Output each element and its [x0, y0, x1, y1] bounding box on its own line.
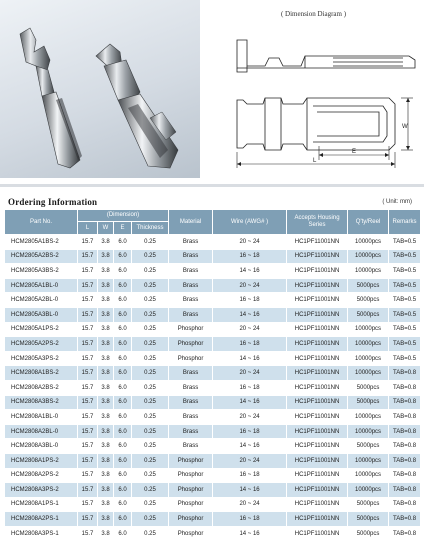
l-cell: 15.7	[78, 483, 98, 498]
table-header-row	[5, 210, 421, 222]
qty-cell: 10000pcs	[348, 424, 389, 439]
l-cell: 15.7	[78, 366, 98, 381]
part-no-cell: HCM2808A2BL-0	[5, 424, 78, 439]
l-cell: 15.7	[78, 337, 98, 352]
thickness-cell: 0.25	[132, 512, 169, 527]
housing-cell: HC1PF11001NN	[287, 307, 348, 322]
part-no-cell: HCM2805A1PS-2	[5, 322, 78, 337]
thickness-cell: 0.25	[132, 410, 169, 425]
col-header-part-no: Part No.	[5, 210, 78, 235]
material-cell: Phosphor	[169, 322, 213, 337]
ordering-table	[4, 209, 421, 541]
e-cell: 6.0	[114, 526, 132, 541]
remarks-cell: TAB=0.5	[389, 351, 421, 366]
w-cell: 3.8	[98, 483, 114, 498]
part-no-cell: HCM2805A2BS-2	[5, 249, 78, 264]
l-cell: 15.7	[78, 249, 98, 264]
e-cell: 6.0	[114, 380, 132, 395]
part-no-cell: HCM2805A2PS-2	[5, 337, 78, 352]
w-cell: 3.8	[98, 380, 114, 395]
qty-cell: 5000pcs	[348, 526, 389, 541]
dim-label-l: L	[313, 158, 317, 164]
l-cell: 15.7	[78, 512, 98, 527]
material-cell: Brass	[169, 307, 213, 322]
table-body	[5, 235, 421, 541]
side-view-outline	[237, 40, 415, 72]
e-cell: 6.0	[114, 351, 132, 366]
wire-cell: 16 ~ 18	[213, 424, 287, 439]
qty-cell: 10000pcs	[348, 264, 389, 279]
part-no-cell: HCM2808A3PS-2	[5, 483, 78, 498]
l-cell: 15.7	[78, 351, 98, 366]
part-no-cell: HCM2808A2PS-1	[5, 512, 78, 527]
table-row	[5, 235, 421, 250]
wire-cell: 16 ~ 18	[213, 380, 287, 395]
table-row	[5, 380, 421, 395]
l-cell: 15.7	[78, 235, 98, 250]
material-cell: Phosphor	[169, 453, 213, 468]
qty-cell: 10000pcs	[348, 483, 389, 498]
qty-cell: 5000pcs	[348, 395, 389, 410]
l-cell: 15.7	[78, 322, 98, 337]
wire-cell: 20 ~ 24	[213, 235, 287, 250]
remarks-cell: TAB=0.8	[389, 439, 421, 454]
remarks-cell: TAB=0.5	[389, 293, 421, 308]
thickness-cell: 0.25	[132, 278, 169, 293]
w-cell: 3.8	[98, 249, 114, 264]
part-no-cell: HCM2805A3BS-2	[5, 264, 78, 279]
table-row	[5, 322, 421, 337]
part-no-cell: HCM2805A3PS-2	[5, 351, 78, 366]
wire-cell: 20 ~ 24	[213, 497, 287, 512]
housing-cell: HC1PF11001NN	[287, 424, 348, 439]
e-cell: 6.0	[114, 337, 132, 352]
e-cell: 6.0	[114, 483, 132, 498]
wire-cell: 16 ~ 18	[213, 293, 287, 308]
e-cell: 6.0	[114, 410, 132, 425]
remarks-cell: TAB=0.8	[389, 512, 421, 527]
qty-cell: 5000pcs	[348, 380, 389, 395]
col-header-material: Material	[169, 210, 213, 235]
part-no-cell: HCM2808A1BS-2	[5, 366, 78, 381]
housing-cell: HC1PF11001NN	[287, 497, 348, 512]
housing-cell: HC1PF11001NN	[287, 337, 348, 352]
remarks-cell: TAB=0.8	[389, 410, 421, 425]
qty-cell: 5000pcs	[348, 439, 389, 454]
e-cell: 6.0	[114, 249, 132, 264]
remarks-cell: TAB=0.8	[389, 395, 421, 410]
material-cell: Phosphor	[169, 512, 213, 527]
w-cell: 3.8	[98, 351, 114, 366]
section-divider	[0, 184, 424, 187]
housing-cell: HC1PF11001NN	[287, 380, 348, 395]
table-row	[5, 278, 421, 293]
e-cell: 6.0	[114, 235, 132, 250]
table-row	[5, 512, 421, 527]
housing-cell: HC1PF11001NN	[287, 278, 348, 293]
material-cell: Phosphor	[169, 497, 213, 512]
l-cell: 15.7	[78, 278, 98, 293]
thickness-cell: 0.25	[132, 380, 169, 395]
e-cell: 6.0	[114, 424, 132, 439]
wire-cell: 20 ~ 24	[213, 278, 287, 293]
qty-cell: 10000pcs	[348, 249, 389, 264]
housing-cell: HC1PF11001NN	[287, 322, 348, 337]
remarks-cell: TAB=0.8	[389, 526, 421, 541]
table-row	[5, 307, 421, 322]
wire-cell: 14 ~ 16	[213, 526, 287, 541]
e-cell: 6.0	[114, 322, 132, 337]
part-no-cell: HCM2808A3BL-0	[5, 439, 78, 454]
remarks-cell: TAB=0.5	[389, 322, 421, 337]
housing-cell: HC1PF11001NN	[287, 264, 348, 279]
e-cell: 6.0	[114, 468, 132, 483]
l-cell: 15.7	[78, 410, 98, 425]
table-row	[5, 351, 421, 366]
l-cell: 15.7	[78, 293, 98, 308]
w-cell: 3.8	[98, 366, 114, 381]
w-cell: 3.8	[98, 424, 114, 439]
qty-cell: 10000pcs	[348, 453, 389, 468]
col-header-remarks: Remarks	[389, 210, 421, 235]
housing-cell: HC1PF11001NN	[287, 395, 348, 410]
wire-cell: 14 ~ 16	[213, 307, 287, 322]
thickness-cell: 0.25	[132, 307, 169, 322]
l-cell: 15.7	[78, 380, 98, 395]
col-header-qty: Q'ty/Reel	[348, 210, 389, 235]
wire-cell: 16 ~ 18	[213, 337, 287, 352]
wire-cell: 14 ~ 16	[213, 439, 287, 454]
ordering-title: Ordering Information	[8, 197, 98, 207]
remarks-cell: TAB=0.8	[389, 366, 421, 381]
part-no-cell: HCM2808A3PS-1	[5, 526, 78, 541]
housing-cell: HC1PF11001NN	[287, 439, 348, 454]
table-row	[5, 497, 421, 512]
thickness-cell: 0.25	[132, 293, 169, 308]
dimension-diagram	[203, 0, 424, 178]
w-cell: 3.8	[98, 322, 114, 337]
unit-note: ( Unit: mm)	[382, 199, 412, 205]
table-row	[5, 453, 421, 468]
part-no-cell: HCM2805A1BS-2	[5, 235, 78, 250]
material-cell: Brass	[169, 439, 213, 454]
housing-cell: HC1PF11001NN	[287, 453, 348, 468]
w-cell: 3.8	[98, 235, 114, 250]
thickness-cell: 0.25	[132, 468, 169, 483]
col-header-thickness: Thickness	[132, 222, 169, 235]
w-cell: 3.8	[98, 410, 114, 425]
table-row	[5, 439, 421, 454]
qty-cell: 10000pcs	[348, 351, 389, 366]
wire-cell: 20 ~ 24	[213, 410, 287, 425]
material-cell: Brass	[169, 395, 213, 410]
qty-cell: 5000pcs	[348, 293, 389, 308]
l-cell: 15.7	[78, 526, 98, 541]
part-no-cell: HCM2808A1PS-1	[5, 497, 78, 512]
qty-cell: 10000pcs	[348, 337, 389, 352]
col-header-e: E	[114, 222, 132, 235]
remarks-cell: TAB=0.5	[389, 278, 421, 293]
l-cell: 15.7	[78, 395, 98, 410]
thickness-cell: 0.25	[132, 526, 169, 541]
housing-cell: HC1PF11001NN	[287, 468, 348, 483]
wire-cell: 14 ~ 16	[213, 264, 287, 279]
w-cell: 3.8	[98, 395, 114, 410]
remarks-cell: TAB=0.8	[389, 497, 421, 512]
part-no-cell: HCM2805A1BL-0	[5, 278, 78, 293]
remarks-cell: TAB=0.5	[389, 264, 421, 279]
thickness-cell: 0.25	[132, 322, 169, 337]
thickness-cell: 0.25	[132, 249, 169, 264]
terminal-left	[20, 28, 82, 168]
diagram-drawing	[203, 0, 424, 178]
remarks-cell: TAB=0.5	[389, 337, 421, 352]
w-cell: 3.8	[98, 337, 114, 352]
table-row	[5, 293, 421, 308]
table-row	[5, 395, 421, 410]
material-cell: Phosphor	[169, 468, 213, 483]
housing-cell: HC1PF11001NN	[287, 235, 348, 250]
material-cell: Brass	[169, 235, 213, 250]
material-cell: Phosphor	[169, 337, 213, 352]
housing-cell: HC1PF11001NN	[287, 351, 348, 366]
l-cell: 15.7	[78, 424, 98, 439]
wire-cell: 20 ~ 24	[213, 366, 287, 381]
w-cell: 3.8	[98, 293, 114, 308]
l-cell: 15.7	[78, 307, 98, 322]
diagram-title: ( Dimension Diagram )	[280, 10, 347, 18]
top-view-outline	[237, 98, 395, 150]
remarks-cell: TAB=0.8	[389, 468, 421, 483]
housing-cell: HC1PF11001NN	[287, 512, 348, 527]
e-cell: 6.0	[114, 453, 132, 468]
qty-cell: 5000pcs	[348, 497, 389, 512]
w-cell: 3.8	[98, 439, 114, 454]
col-header-l: L	[78, 222, 98, 235]
part-no-cell: HCM2808A3BS-2	[5, 395, 78, 410]
material-cell: Phosphor	[169, 483, 213, 498]
remarks-cell: TAB=0.5	[389, 235, 421, 250]
table-row	[5, 337, 421, 352]
w-cell: 3.8	[98, 468, 114, 483]
material-cell: Phosphor	[169, 526, 213, 541]
w-cell: 3.8	[98, 453, 114, 468]
housing-cell: HC1PF11001NN	[287, 249, 348, 264]
table-row	[5, 249, 421, 264]
e-cell: 6.0	[114, 307, 132, 322]
w-cell: 3.8	[98, 264, 114, 279]
thickness-cell: 0.25	[132, 424, 169, 439]
part-no-cell: HCM2808A1PS-2	[5, 453, 78, 468]
table-row	[5, 410, 421, 425]
remarks-cell: TAB=0.5	[389, 249, 421, 264]
qty-cell: 10000pcs	[348, 235, 389, 250]
w-cell: 3.8	[98, 526, 114, 541]
wire-cell: 20 ~ 24	[213, 453, 287, 468]
w-cell: 3.8	[98, 497, 114, 512]
qty-cell: 10000pcs	[348, 468, 389, 483]
l-cell: 15.7	[78, 439, 98, 454]
wire-cell: 14 ~ 16	[213, 351, 287, 366]
part-no-cell: HCM2808A2BS-2	[5, 380, 78, 395]
remarks-cell: TAB=0.5	[389, 307, 421, 322]
thickness-cell: 0.25	[132, 351, 169, 366]
table-row	[5, 483, 421, 498]
housing-cell: HC1PF11001NN	[287, 483, 348, 498]
table-row	[5, 366, 421, 381]
qty-cell: 5000pcs	[348, 278, 389, 293]
material-cell: Brass	[169, 424, 213, 439]
w-cell: 3.8	[98, 512, 114, 527]
wire-cell: 14 ~ 16	[213, 483, 287, 498]
l-cell: 15.7	[78, 453, 98, 468]
remarks-cell: TAB=0.8	[389, 380, 421, 395]
qty-cell: 5000pcs	[348, 512, 389, 527]
remarks-cell: TAB=0.8	[389, 424, 421, 439]
wire-cell: 16 ~ 18	[213, 512, 287, 527]
e-cell: 6.0	[114, 497, 132, 512]
e-cell: 6.0	[114, 293, 132, 308]
thickness-cell: 0.25	[132, 453, 169, 468]
col-header-dimension: (Dimension)	[78, 210, 169, 222]
remarks-cell: TAB=0.8	[389, 453, 421, 468]
thickness-cell: 0.25	[132, 439, 169, 454]
col-header-w: W	[98, 222, 114, 235]
thickness-cell: 0.25	[132, 337, 169, 352]
thickness-cell: 0.25	[132, 366, 169, 381]
wire-cell: 14 ~ 16	[213, 395, 287, 410]
material-cell: Phosphor	[169, 351, 213, 366]
table-row	[5, 468, 421, 483]
thickness-cell: 0.25	[132, 497, 169, 512]
dim-label-w: W	[402, 124, 408, 130]
thickness-cell: 0.25	[132, 264, 169, 279]
wire-cell: 20 ~ 24	[213, 322, 287, 337]
table-row	[5, 526, 421, 541]
e-cell: 6.0	[114, 264, 132, 279]
col-header-housing: Accepts Housing Series	[287, 210, 348, 235]
housing-cell: HC1PF11001NN	[287, 293, 348, 308]
material-cell: Brass	[169, 264, 213, 279]
housing-cell: HC1PF11001NN	[287, 526, 348, 541]
col-header-wire: Wire (AWG# )	[213, 210, 287, 235]
material-cell: Brass	[169, 410, 213, 425]
dim-label-e: E	[352, 149, 357, 155]
e-cell: 6.0	[114, 366, 132, 381]
material-cell: Brass	[169, 366, 213, 381]
wire-cell: 16 ~ 18	[213, 468, 287, 483]
qty-cell: 5000pcs	[348, 307, 389, 322]
thickness-cell: 0.25	[132, 235, 169, 250]
e-cell: 6.0	[114, 395, 132, 410]
housing-cell: HC1PF11001NN	[287, 410, 348, 425]
thickness-cell: 0.25	[132, 395, 169, 410]
part-no-cell: HCM2805A2BL-0	[5, 293, 78, 308]
l-cell: 15.7	[78, 264, 98, 279]
qty-cell: 10000pcs	[348, 322, 389, 337]
material-cell: Brass	[169, 293, 213, 308]
material-cell: Brass	[169, 278, 213, 293]
e-cell: 6.0	[114, 439, 132, 454]
thickness-cell: 0.25	[132, 483, 169, 498]
table-row	[5, 264, 421, 279]
qty-cell: 10000pcs	[348, 366, 389, 381]
e-cell: 6.0	[114, 278, 132, 293]
l-cell: 15.7	[78, 468, 98, 483]
table-row	[5, 424, 421, 439]
qty-cell: 10000pcs	[348, 410, 389, 425]
e-cell: 6.0	[114, 512, 132, 527]
remarks-cell: TAB=0.8	[389, 483, 421, 498]
material-cell: Brass	[169, 249, 213, 264]
terminal-photo-illustration	[0, 0, 200, 178]
material-cell: Brass	[169, 380, 213, 395]
w-cell: 3.8	[98, 307, 114, 322]
wire-cell: 16 ~ 18	[213, 249, 287, 264]
housing-cell: HC1PF11001NN	[287, 366, 348, 381]
product-photo	[0, 0, 200, 178]
part-no-cell: HCM2808A2PS-2	[5, 468, 78, 483]
part-no-cell: HCM2808A1BL-0	[5, 410, 78, 425]
w-cell: 3.8	[98, 278, 114, 293]
l-cell: 15.7	[78, 497, 98, 512]
part-no-cell: HCM2805A3BL-0	[5, 307, 78, 322]
terminal-right	[96, 44, 178, 168]
